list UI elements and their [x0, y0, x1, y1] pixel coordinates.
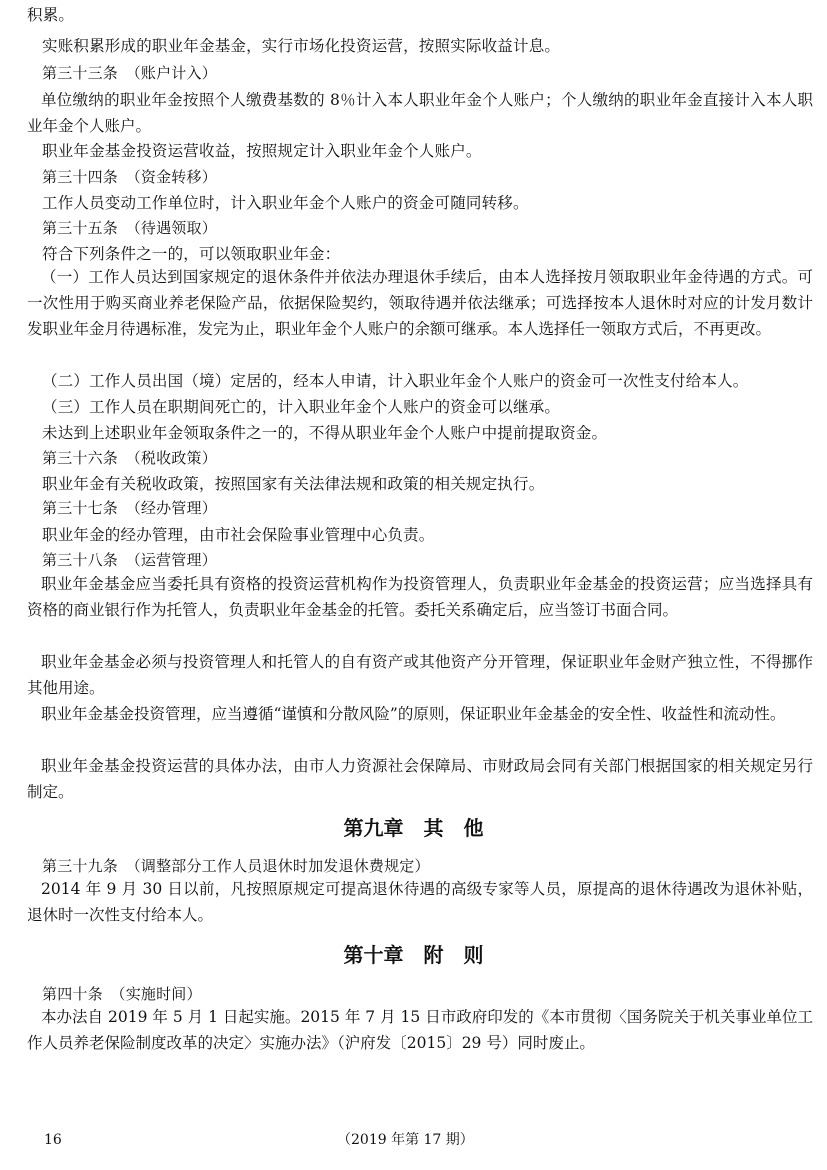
paragraph: （三）工作人员在职期间死亡的，计入职业年金个人账户的资金可以继承。 — [42, 398, 561, 416]
article-heading: 第三十四条 （资金转移） — [42, 168, 217, 186]
paragraph: 符合下列条件之一的，可以领取职业年金： — [42, 245, 341, 263]
paragraph: 工作人员变动工作单位时，计入职业年金个人账户的资金可随同转移。 — [42, 194, 529, 212]
article-heading: 第四十条 （实施时间） — [42, 985, 202, 1003]
paragraph: 职业年金基金应当委托具有资格的投资运营机构作为投资管理人，负责职业年金基金的投资运营；应当选择具有资格的商业银行作为托管人，负责职业年金基金的托管。委托关系确定后，应当签订书面合同。 — [27, 575, 813, 620]
paragraph: 未达到上述职业年金领取条件之一的，不得从职业年金个人账户中提前提取资金。 — [42, 424, 608, 442]
article-heading: 第三十八条 （运营管理） — [42, 551, 217, 569]
paragraph: 本办法自 2019 年 5 月 1 日起实施。2015 年 7 月 15 日市政府印发的《本市贯彻〈国务院关于机关事业单位工作人员养老保险制度改革的决定〉实施办法》（沪府发〔2015〕29 号）同时废止。 — [27, 1008, 813, 1053]
paragraph: 职业年金有关税收政策，按照国家有关法律法规和政策的相关规定执行。 — [42, 475, 545, 493]
article-heading: 第三十五条 （待遇领取） — [42, 219, 217, 237]
paragraph: 职业年金的经办管理，由市社会保险事业管理中心负责。 — [42, 526, 435, 544]
page-number: 16 — [44, 1132, 62, 1148]
article-heading: 第三十九条 （调整部分工作人员退休时加发退休费规定） — [42, 857, 430, 875]
issue-label: （2019 年第 17 期） — [337, 1132, 474, 1148]
paragraph: （二）工作人员出国（境）定居的，经本人申请，计入职业年金个人账户的资金可一次性支付给本人。 — [42, 372, 749, 390]
paragraph: 实账积累形成的职业年金基金，实行市场化投资运营，按照实际收益计息。 — [42, 37, 561, 55]
chapter-title: 第九章 其 他 — [343, 816, 484, 840]
paragraph: 职业年金基金投资管理，应当遵循“谨慎和分散风险”的原则，保证职业年金基金的安全性、收益性和流动性。 — [41, 705, 786, 723]
paragraph: 2014 年 9 月 30 日以前，凡按照原规定可提高退休待遇的高级专家等人员，原提高的退休待遇改为退休补贴，退休时一次性支付给本人。 — [27, 880, 813, 925]
article-heading: 第三十三条 （账户计入） — [42, 64, 217, 82]
paragraph: 职业年金基金必须与投资管理人和托管人的自有资产或其他资产分开管理，保证职业年金财产独立性，不得挪作其他用途。 — [27, 653, 813, 698]
article-heading: 第三十六条 （税收政策） — [42, 449, 217, 467]
article-heading: 第三十七条 （经办管理） — [42, 499, 217, 517]
chapter-title: 第十章 附 则 — [343, 943, 484, 967]
paragraph: 积累。 — [27, 6, 75, 24]
paragraph: 单位缴纳的职业年金按照个人缴费基数的 8％计入本人职业年金个人账户；个人缴纳的职业年金直接计入本人职业年金个人账户。 — [27, 91, 813, 136]
paragraph: 职业年金基金投资运营收益，按照规定计入职业年金个人账户。 — [42, 142, 482, 160]
paragraph: （一）工作人员达到国家规定的退休条件并依法办理退休手续后，由本人选择按月领取职业年金待遇的方式。可一次性用于购买商业养老保险产品，依据保险契约，领取待遇并依法继承；可选择按本人退休时对应的计发月数计发职业年金月待遇标准，发完为止，职业年金个人账户的余额可继承。本人选择任一领取方式后，不再更改。 — [27, 268, 813, 339]
paragraph: 职业年金基金投资运营的具体办法，由市人力资源社会保障局、市财政局会同有关部门根据国家的相关规定另行制定。 — [27, 757, 813, 802]
